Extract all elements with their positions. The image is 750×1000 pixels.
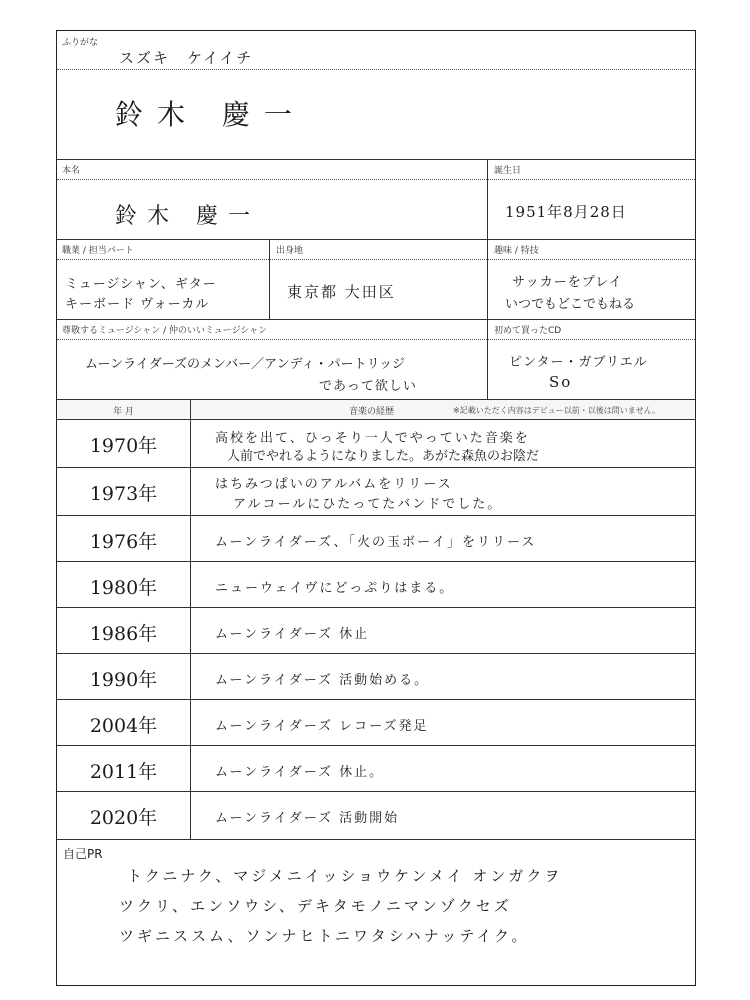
first-cd-line1: ピンター・ガブリエル: [509, 355, 648, 370]
career-text-line1: ムーンライダーズ レコーズ発足: [215, 719, 429, 734]
career-text-line1: ムーンライダーズ 休止: [215, 627, 370, 642]
hobby-line1: サッカーをプレイ: [512, 275, 623, 290]
career-text-line1: はちみつぱいのアルバムをリリース: [215, 477, 453, 492]
career-year: 1973年: [89, 483, 158, 505]
career-year: 1976年: [89, 531, 158, 553]
profile-sheet: [56, 30, 696, 986]
birthday-label: 誕生日: [494, 166, 522, 176]
career-year: 2020年: [89, 807, 158, 829]
self-pr-line1: トクニナク、マジメニイッショウケンメイ オンガクヲ: [127, 867, 563, 885]
career-text-line1: 高校を出て、ひっそり一人でやっていた音楽を: [215, 431, 530, 446]
self-pr-line3: ツギニススム、ソンナヒトニワタシハナッテイク。: [119, 927, 530, 945]
respected-label: 尊敬するミュージシャン / 仲のいいミュージシャン: [62, 326, 268, 336]
career-text-line2: 人前でやれるようになりました。あがた森魚のお陰だ: [227, 449, 540, 464]
first-cd-label: 初めて買ったCD: [494, 326, 562, 336]
birthplace-value: 東京都 大田区: [287, 283, 396, 301]
career-history-header: 音楽の経歴: [349, 407, 395, 417]
real-name-label: 本名: [62, 166, 81, 176]
hobby-label: 趣味 / 特技: [494, 246, 539, 256]
career-text-line2: アルコールにひたってたバンドでした。: [233, 497, 503, 512]
career-text-line1: ムーンライダーズ、「火の玉ボーイ」をリリース: [215, 535, 537, 550]
birthplace-label: 出身地: [276, 246, 304, 256]
occupation-line1: ミュージシャン、ギター: [65, 277, 217, 292]
career-year: 1970年: [89, 435, 158, 457]
self-pr-label: 自己PR: [63, 847, 103, 861]
career-text-line1: ムーンライダーズ 活動開始: [215, 811, 400, 826]
hobby-line2: いつでもどこでもねる: [505, 297, 636, 312]
career-year: 1990年: [89, 669, 158, 691]
name-divider: [57, 159, 695, 160]
self-pr-line2: ツクリ、エンソウシ、デキタモノニマンゾクセズ: [119, 897, 512, 915]
name-value: 鈴木 慶一: [115, 98, 306, 131]
career-text-line1: ムーンライダーズ 休止。: [215, 765, 385, 780]
birthday-value: 1951年8月28日: [505, 203, 627, 221]
occupation-line2: キーボード ヴォーカル: [65, 297, 210, 312]
career-text-line1: ムーンライダーズ 活動始める。: [215, 673, 430, 688]
career-year: 1986年: [89, 623, 158, 645]
career-text-line1: ニューウェイヴにどっぷりはまる。: [215, 581, 455, 596]
first-cd-line2: So: [549, 373, 573, 391]
career-column-divider: [190, 399, 191, 839]
occupation-label: 職業 / 担当パート: [62, 246, 134, 256]
respected-line1: ムーンライダーズのメンバー／アンディ・パートリッジ: [85, 357, 406, 372]
career-year: 1980年: [89, 577, 158, 599]
real-name-value: 鈴木 慶一: [115, 204, 260, 229]
career-year: 2011年: [89, 761, 158, 783]
furigana-value: スズキ ケイイチ: [119, 49, 254, 67]
career-year-header: 年 月: [113, 407, 134, 417]
respected-line2: であって欲しい: [319, 379, 417, 394]
furigana-label: ふりがな: [62, 38, 99, 48]
career-note: ※記載いただく内容はデビュー以前・以後は問いません。: [453, 406, 661, 415]
career-year: 2004年: [89, 715, 158, 737]
furigana-divider: [57, 69, 695, 70]
